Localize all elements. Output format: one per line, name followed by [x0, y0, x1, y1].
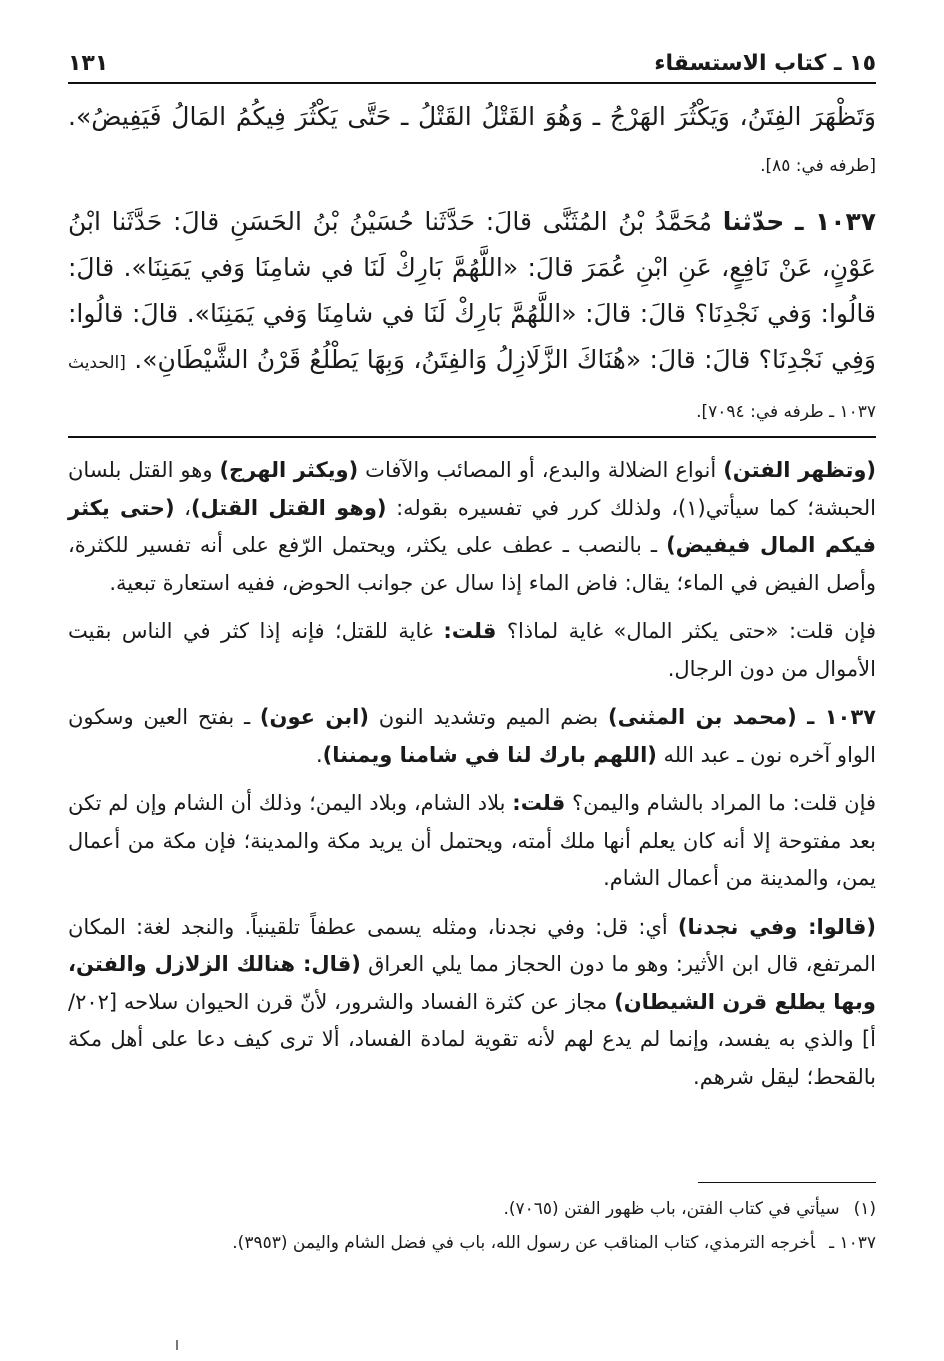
- commentary-text: فإن قلت: ما المراد بالشام واليمن؟: [565, 791, 877, 815]
- section-divider: [68, 436, 876, 438]
- quoted-phrase: (وهو القتل القتل): [190, 495, 387, 520]
- commentary-text: مجاز عن كثرة الفساد والشرور، لأنّ قرن الحيوان سلاحه [٢٠٢/أ] والذي به يفسد، وإنما لم يدع لهم لأنه تقوية لمادة الفساد، ألا ترى كيف دعا على أهل مكة بالقحط؛ ليقل شرهم.: [68, 989, 876, 1089]
- commentary-text: ،: [174, 495, 191, 520]
- commentary-text: أي: قل: وفي نجدنا، ومثله يسمى عطفاً تلقينياً. والنجد لغة: المكان المرتفع، قال ابن الأثير: وهو ما دون الحجاز مما يلي العراق: [68, 914, 876, 976]
- footnote-number: ١٠٣٧ ـ: [829, 1233, 876, 1253]
- footnote: [68, 1192, 876, 1226]
- commentary-paragraph: [68, 452, 876, 602]
- continuation-text: وَتَظْهَرَ الفِتَنُ، وَيَكْثُرَ الهَرْجُ ـ وَهُوَ القَتْلُ القَتْلُ ـ حَتَّى يَكْثُرَ فِيكُمُ المَالُ فَيَفِيضُ».: [68, 102, 876, 131]
- footnote-number: (١): [853, 1199, 876, 1219]
- chapter-title: ١٥ ـ كتاب الاستسقاء: [654, 51, 876, 76]
- quoted-phrase: ١٠٣٧ ـ (محمد بن المثنى): [608, 705, 876, 729]
- qult-label: قلت:: [512, 791, 566, 815]
- commentary-paragraph: [68, 909, 876, 1097]
- commentary-paragraph: [68, 613, 876, 688]
- commentary-text: وهو القتل بلسان الحبشة؛ كما سيأتي(١)، ولذلك كرر في تفسيره بقوله:: [68, 458, 876, 520]
- footnote: [68, 1226, 876, 1260]
- hadith-body: مُحَمَّدُ بْنُ المُثَنَّى قالَ: حَدَّثَنا حُسَيْنُ بْنُ الحَسَنِ قالَ: حَدَّثَنا ابْنُ عَوْنٍ، عَنْ نَافِعٍ، عَنِ ابْنِ عُمَرَ قالَ: «اللَّهُمَّ بَارِكْ لَنَا في شامِنَا وَفي يَمَنِنَا». قالَ: قالُوا: وَفي نَجْدِنَا؟ قالَ: قالَ: «اللَّهُمَّ بَارِكْ لَنَا في شامِنَا وَفي يَمَنِنَا». قالَ: قالُوا: وَفِي نَجْدِنَا؟ قالَ: قالَ: «هُنَاكَ الزَّلَازِلُ وَالفِتَنُ، وَبِهَا يَطْلُعُ قَرْنُ الشَّيْطَانِ».: [68, 207, 876, 374]
- commentary-paragraph: [68, 785, 876, 898]
- commentary-text: ـ بالنصب ـ عطف على يكثر، ويحتمل الرّفع على أنه تفسير للكثرة، وأصل الفيض في الماء؛ يقال: فاض الماء إذا سال عن جوانب الحوض، ففيه استعارة تبعية.: [68, 533, 876, 595]
- quoted-phrase: (ويكثر الهرج): [219, 458, 359, 482]
- footnote-text: سيأتي في كتاب الفتن، باب ظهور الفتن (٧٠٦٥).: [503, 1199, 840, 1219]
- page-number: ١٣١: [68, 51, 109, 76]
- hadith-section: [68, 94, 876, 435]
- commentary-text: فإن قلت: «حتى يكثر المال» غاية لماذا؟: [496, 619, 876, 643]
- qult-label: قلت:: [443, 619, 497, 643]
- hadith-reference: [الحديث ١٠٣٧ ـ طرفه في: ٧٠٩٤].: [68, 353, 876, 422]
- commentary-text: بلاد الشام، وبلاد اليمن؛ وذلك أن الشام وإن لم تكن بعد مفتوحة إلا أنه كان يعلم أنها ملك أمته، ويحتمل أن يريد مكة والمدينة؛ فإن مكة من أعمال يمن، والمدينة من أعمال الشام.: [68, 791, 876, 890]
- commentary-text: غاية للقتل؛ فإنه إذا كثر في الناس بقيت الأموال من دون الرجال.: [68, 619, 876, 681]
- quoted-phrase: (قال: هنالك الزلازل والفتن، وبها يطلع قرن الشيطان): [68, 952, 876, 1014]
- commentary-section: [68, 452, 876, 1107]
- hadith-1037: [68, 199, 876, 435]
- quoted-phrase: (ابن عون): [259, 705, 369, 729]
- running-header: [68, 36, 876, 84]
- footnote-text: أخرجه الترمذي، كتاب المناقب عن رسول الله، باب في فضل الشام واليمن (٣٩٥٣).: [232, 1233, 816, 1253]
- footnote-rule: [698, 1182, 876, 1183]
- hadith-continuation: [68, 94, 876, 189]
- hadith-opening: حدّثنا: [722, 207, 785, 236]
- scan-mark: [176, 1340, 178, 1350]
- commentary-paragraph: [68, 699, 876, 774]
- footnotes: [68, 1192, 876, 1260]
- quoted-phrase: (قالوا: وفي نجدنا): [677, 914, 876, 939]
- commentary-text: أنواع الضلالة والبدع، أو المصائب والآفات: [358, 458, 724, 482]
- quoted-phrase: (اللهم بارك لنا في شامنا ويمننا): [322, 742, 657, 767]
- commentary-text: بضم الميم وتشديد النون: [368, 705, 609, 729]
- commentary-text: ـ بفتح العين وسكون الواو آخره نون ـ عبد الله: [68, 705, 876, 767]
- continuation-reference: [طرفه في: ٨٥].: [760, 156, 876, 176]
- hadith-number: ١٠٣٧ ـ: [794, 207, 877, 236]
- commentary-text: .: [315, 742, 323, 767]
- quoted-phrase: (وتظهر الفتن): [723, 458, 876, 482]
- quoted-phrase: (حتى يكثر فيكم المال فيفيض): [68, 495, 876, 557]
